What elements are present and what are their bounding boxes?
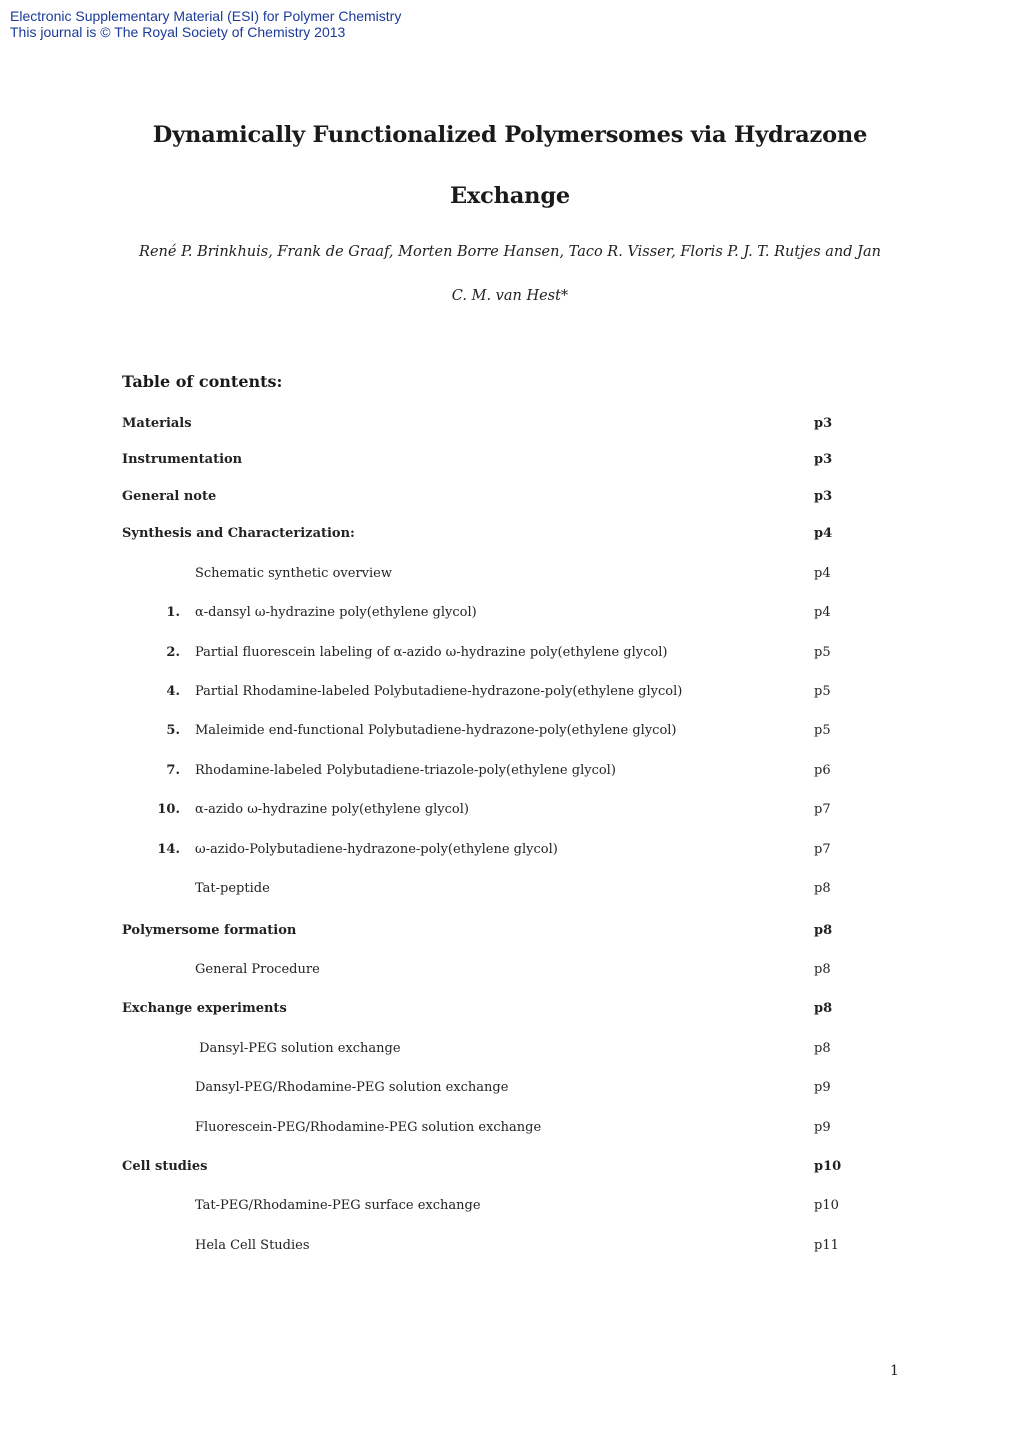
toc-entry-fluorescein-rhodamine-exchange [0,1118,1020,1138]
esi-header [10,8,401,40]
toc-entry-cell-studies [0,1157,1020,1177]
toc-entry-tat-peptide [0,879,1020,899]
document-title-line-2: Exchange [449,183,570,209]
toc-entry-number: 10. [157,802,180,817]
toc-entry-label: General note [122,489,217,504]
toc-entry-page: p7 [814,802,831,817]
toc-entry-page: p3 [814,489,833,504]
toc-entry-page: p3 [814,452,833,467]
esi-header-line-1: Electronic Supplementary Material (ESI) for Polymer Chemistry [10,8,402,24]
document-title-line-1: Dynamically Functionalized Polymersomes via Hydrazone [152,122,868,148]
toc-entry-label: Synthesis and Characterization: [122,526,355,541]
toc-entry-label: Exchange experiments [122,1001,287,1016]
toc-entry-label: Dansyl-PEG solution exchange [195,1041,401,1056]
authors-line-1: René P. Brinkhuis, Frank de Graaf, Morten Borre Hansen, Taco R. Visser, Floris P. J. T. Rutjes and Jan [139,244,881,260]
toc-entry-materials [0,414,1020,434]
toc-entry-compound-2 [0,643,1020,663]
toc-entry-label: Instrumentation [122,452,243,467]
toc-entry-page: p8 [814,923,833,938]
toc-entry-synthesis [0,524,1020,544]
toc-entry-label: ω-azido-Polybutadiene-hydrazone-poly(ethylene glycol) [195,842,558,857]
toc-entry-page: p5 [814,723,831,738]
toc-entry-exchange-experiments [0,999,1020,1019]
toc-entry-label: Tat-peptide [195,881,270,896]
toc-entry-tat-rhodamine-exchange [0,1196,1020,1216]
toc-entry-dansyl-rhodamine-exchange [0,1078,1020,1098]
toc-entry-label: Hela Cell Studies [195,1238,310,1253]
esi-header-line-2: This journal is © The Royal Society of Chemistry 2013 [10,24,346,40]
toc-entry-compound-1 [0,603,1020,623]
toc-entry-label: Partial Rhodamine-labeled Polybutadiene-hydrazone-poly(ethylene glycol) [195,684,683,699]
toc-entry-label: Dansyl-PEG/Rhodamine-PEG solution exchange [195,1080,509,1095]
toc-entry-label: General Procedure [195,962,320,977]
toc-entry-page: p4 [814,605,831,620]
toc-entry-compound-10 [0,800,1020,820]
toc-entry-page: p8 [814,962,831,977]
toc-entry-compound-14 [0,840,1020,860]
toc-entry-polymersome-formation [0,921,1020,941]
toc-entry-compound-4 [0,682,1020,702]
toc-entry-general-note [0,487,1020,507]
toc-entry-page: p6 [814,763,831,778]
toc-entry-number: 4. [166,684,180,699]
toc-entry-number: 14. [157,842,180,857]
toc-entry-dansyl-exchange [0,1039,1020,1059]
toc-entry-page: p7 [814,842,831,857]
toc-entry-number: 2. [166,645,180,660]
toc-entry-page: p11 [814,1238,839,1253]
toc-entry-general-procedure [0,960,1020,980]
toc-entry-schematic-overview [0,564,1020,584]
toc-entry-page: p8 [814,881,831,896]
toc-entry-page: p4 [814,526,833,541]
toc-entry-label: Schematic synthetic overview [195,566,392,581]
toc-entry-number: 7. [166,763,180,778]
toc-entry-label: Maleimide end-functional Polybutadiene-hydrazone-poly(ethylene glycol) [195,723,677,738]
toc-entry-page: p3 [814,416,833,431]
toc-entry-page: p5 [814,684,831,699]
toc-entry-label: Polymersome formation [122,923,297,938]
authors-line-2: C. M. van Hest* [451,288,569,304]
toc-entry-compound-7 [0,761,1020,781]
toc-entry-number: 1. [166,605,180,620]
toc-entry-page: p9 [814,1080,831,1095]
toc-entry-label: Fluorescein-PEG/Rhodamine-PEG solution exchange [195,1120,542,1135]
toc-entry-instrumentation [0,450,1020,470]
toc-entry-page: p9 [814,1120,831,1135]
toc-entry-page: p8 [814,1041,831,1056]
toc-entry-number: 5. [166,723,180,738]
toc-entry-label: Partial fluorescein labeling of α-azido ω-hydrazine poly(ethylene glycol) [195,645,668,660]
toc-entry-label: α-azido ω-hydrazine poly(ethylene glycol) [195,802,469,817]
toc-entry-label: Cell studies [122,1159,208,1174]
toc-entry-label: Rhodamine-labeled Polybutadiene-triazole-poly(ethylene glycol) [195,763,616,778]
toc-entry-page: p10 [814,1159,842,1174]
toc-entry-page: p8 [814,1001,833,1016]
toc-entry-label: Materials [122,416,192,431]
toc-entry-hela-cell-studies [0,1236,1020,1256]
toc-entry-compound-5 [0,721,1020,741]
toc-entry-page: p10 [814,1198,839,1213]
page-number: 1 [890,1363,899,1379]
toc-entry-label: α-dansyl ω-hydrazine poly(ethylene glycol) [195,605,477,620]
toc-entry-page: p5 [814,645,831,660]
toc-heading: Table of contents: [122,372,283,391]
toc-entry-page: p4 [814,566,831,581]
toc-entry-label: Tat-PEG/Rhodamine-PEG surface exchange [195,1198,481,1213]
